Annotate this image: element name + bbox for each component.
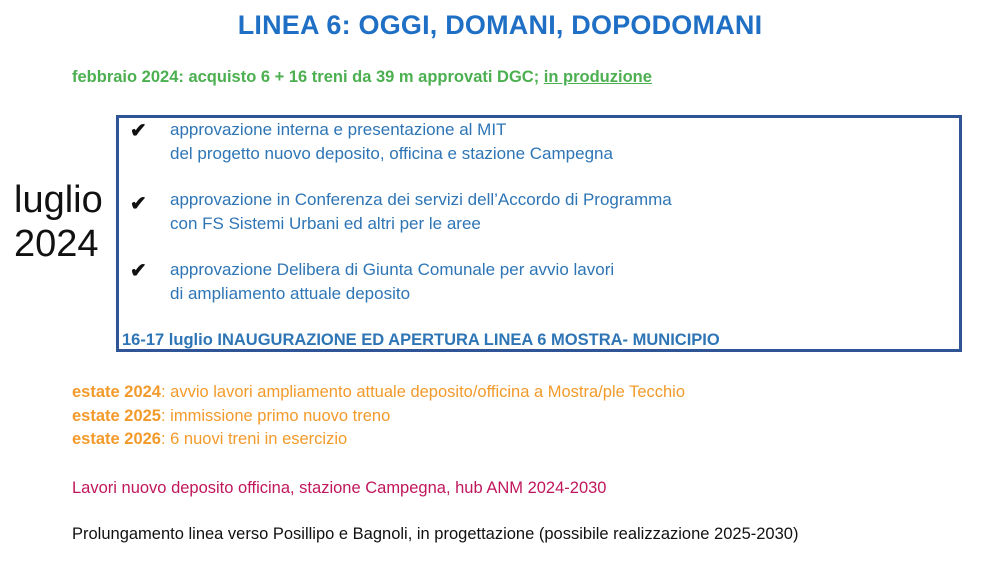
- checkmark-icon: ✔: [130, 260, 147, 282]
- side-date-year: 2024: [14, 223, 99, 265]
- checkmark-icon: ✔: [130, 193, 147, 215]
- extension-note: Prolungamento linea verso Posillipo e Bagnoli, in progettazione (possibile realizzazione 2025-2030): [72, 525, 799, 543]
- milestone-line: approvazione Delibera di Giunta Comunale per avvio lavori: [170, 260, 615, 279]
- timeline-item: [72, 383, 685, 402]
- checkmark-icon: ✔: [130, 120, 147, 142]
- february-lead: febbraio 2024: acquisto 6 + 16 treni da 39 m approvati DGC;: [72, 68, 544, 86]
- milestone-line: approvazione interna e presentazione al MIT: [170, 120, 507, 139]
- works-note: Lavori nuovo deposito officina, stazione Campegna, hub ANM 2024-2030: [72, 479, 607, 497]
- milestone-line: approvazione in Conferenza dei servizi dell’Accordo di Programma: [170, 190, 672, 209]
- timeline-text: : avvio lavori ampliamento attuale deposito/officina a Mostra/ple Tecchio: [161, 383, 686, 401]
- timeline-text: : immissione primo nuovo treno: [161, 407, 391, 425]
- timeline-season: estate 2026: [72, 430, 161, 448]
- side-date-month: luglio: [14, 179, 103, 221]
- milestone-item: [170, 188, 672, 236]
- february-note: [72, 68, 652, 87]
- milestone-item: [170, 118, 613, 166]
- timeline-text: : 6 nuovi treni in esercizio: [161, 430, 348, 448]
- timeline-item: [72, 407, 390, 426]
- milestone-line: del progetto nuovo deposito, officina e stazione Campegna: [170, 144, 613, 163]
- page-title: LINEA 6: OGGI, DOMANI, DOPODOMANI: [237, 10, 763, 40]
- inauguration-note: 16-17 luglio INAUGURAZIONE ED APERTURA LINEA 6 MOSTRA- MUNICIPIO: [122, 331, 720, 349]
- timeline-season: estate 2025: [72, 407, 161, 425]
- timeline-item: [72, 430, 347, 449]
- milestone-line: di ampliamento attuale deposito: [170, 284, 411, 303]
- side-date-label: [14, 178, 103, 266]
- production-status: in produzione: [543, 68, 652, 86]
- milestone-line: con FS Sistemi Urbani ed altri per le aree: [170, 214, 481, 233]
- timeline-season: estate 2024: [72, 383, 161, 401]
- milestone-item: [170, 258, 614, 306]
